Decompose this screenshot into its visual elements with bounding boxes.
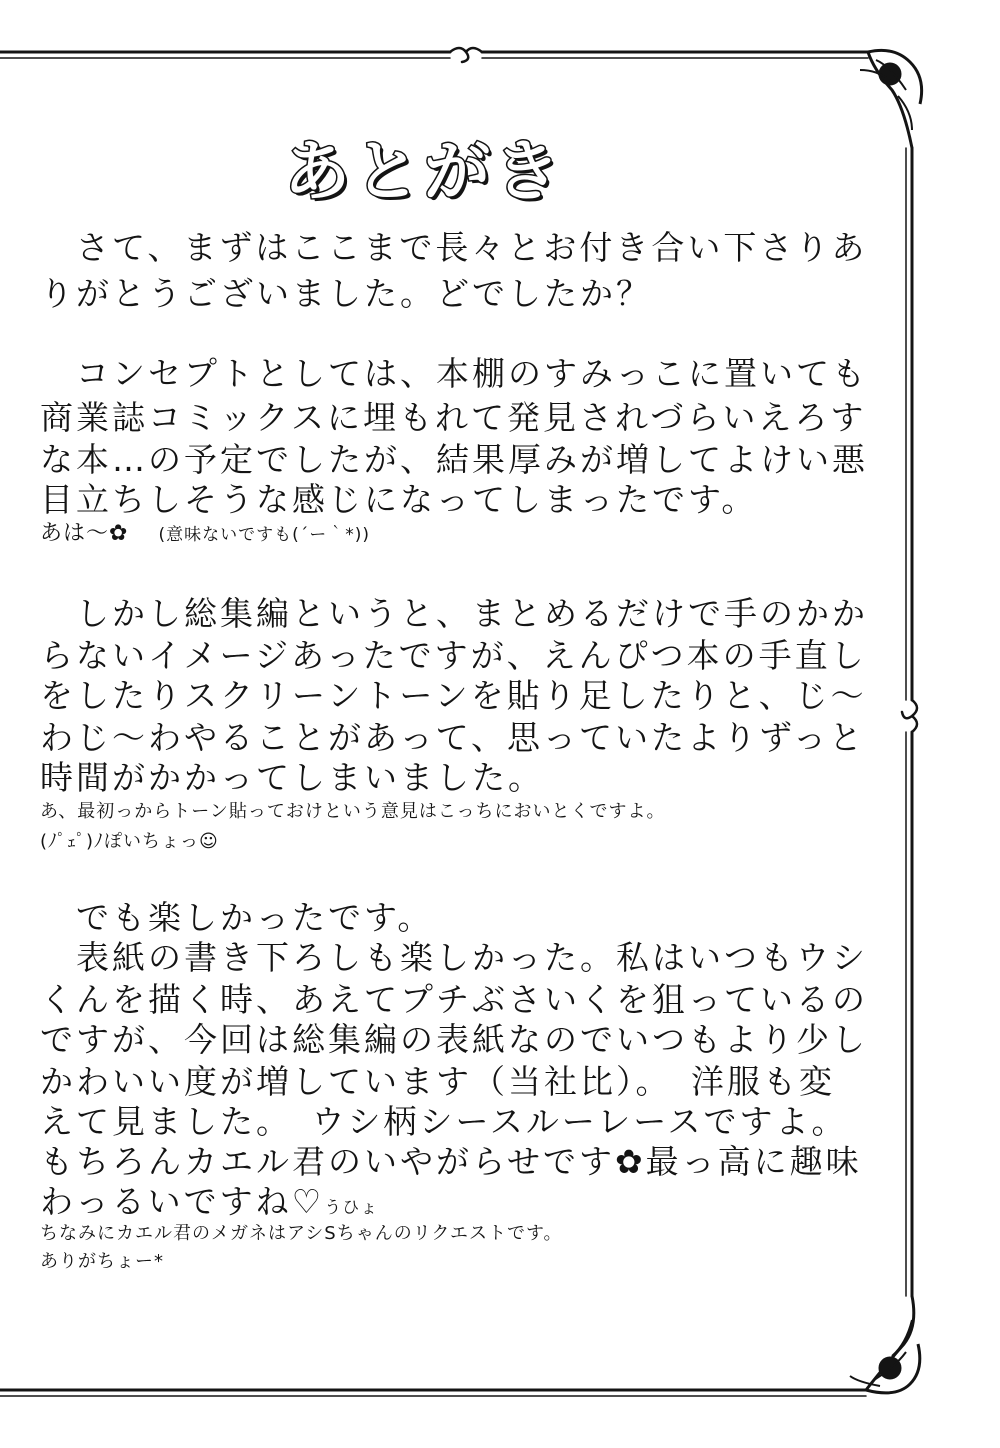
paragraph-4-line-6: えて見ました。 ウシ柄シースルーレースですよ。 [40, 1102, 848, 1141]
aside-main: あは～✿ [40, 521, 129, 546]
paragraph-4-note-1: ちなみにカエル君のメガネはアシSちゃんのリクエストです。 [40, 1223, 563, 1244]
paragraph-4-line-5: かわいい度が増しています（当社比）。 洋服も変 [40, 1062, 835, 1101]
right-rule-flourish [902, 700, 917, 732]
paragraph-4-note-2: ありがちょー* [40, 1251, 164, 1272]
paragraph-3-line-5: 時間がかかってしまいました。 [40, 758, 544, 797]
paragraph-2-line-3: な本…の予定でしたが、結果厚みが増してよけい悪 [40, 440, 868, 479]
paragraph-3-line-2: らないイメージあったですが、えんぴつ本の手直し [40, 636, 867, 675]
paragraph-3-note-2: (ﾉﾟｪﾟ)ﾉぽいちょっ☺ [40, 831, 219, 852]
paragraph-2-line-2: 商業誌コミックスに埋もれて発見されづらいえろす [40, 398, 867, 437]
aside-note: (意味ないですも(´ー｀*)) [158, 525, 370, 545]
paragraph-4-line-8-text: わっるいですね♡ [40, 1182, 325, 1221]
paragraph-1-line-1: さて、まずはここまで長々とお付き合い下さりあ [40, 228, 868, 267]
paragraph-3-line-1: しかし総集編というと、まとめるだけで手のかか [40, 594, 868, 633]
paragraph-4-line-1: でも楽しかったです。 [40, 898, 434, 937]
page-title: あとがき [284, 133, 564, 210]
paragraph-1-line-2: りがとうございました。どでしたか？ [40, 274, 652, 313]
top-rule-flourish [450, 48, 482, 62]
corner-ornament-bottom-right [850, 1296, 920, 1393]
paragraph-3-note-1: あ、最初っからトーン貼っておけという意見はこっちにおいとくですよ。 [40, 801, 666, 822]
paragraph-4-line-7: もちろんカエル君のいやがらせです✿最っ高に趣味 [40, 1142, 862, 1181]
paragraph-2-line-1: コンセプトとしては、本棚のすみっこに置いても [40, 354, 868, 393]
corner-ornament-top-right [860, 50, 922, 148]
paragraph-3-line-4: わじ～わやることがあって、思っていたよりずっと [40, 718, 866, 757]
paragraph-3-line-3: をしたりスクリーントーンを貼り足したりと、じ～ [40, 676, 867, 715]
paragraph-2-line-4: 目立ちしそうな感じになってしまったです。 [40, 480, 758, 519]
paragraph-4-line-3: くんを描く時、あえてプチぶさいくを狙っているの [40, 980, 868, 1019]
paragraph-4-line-4: ですが、今回は総集編の表紙なのでいつもより少し [40, 1020, 868, 1059]
paragraph-2-aside [40, 520, 370, 549]
paragraph-4-line-2: 表紙の書き下ろしも楽しかった。私はいつもウシ [40, 938, 868, 977]
paragraph-4-tail-note: うひょ [324, 1198, 379, 1218]
